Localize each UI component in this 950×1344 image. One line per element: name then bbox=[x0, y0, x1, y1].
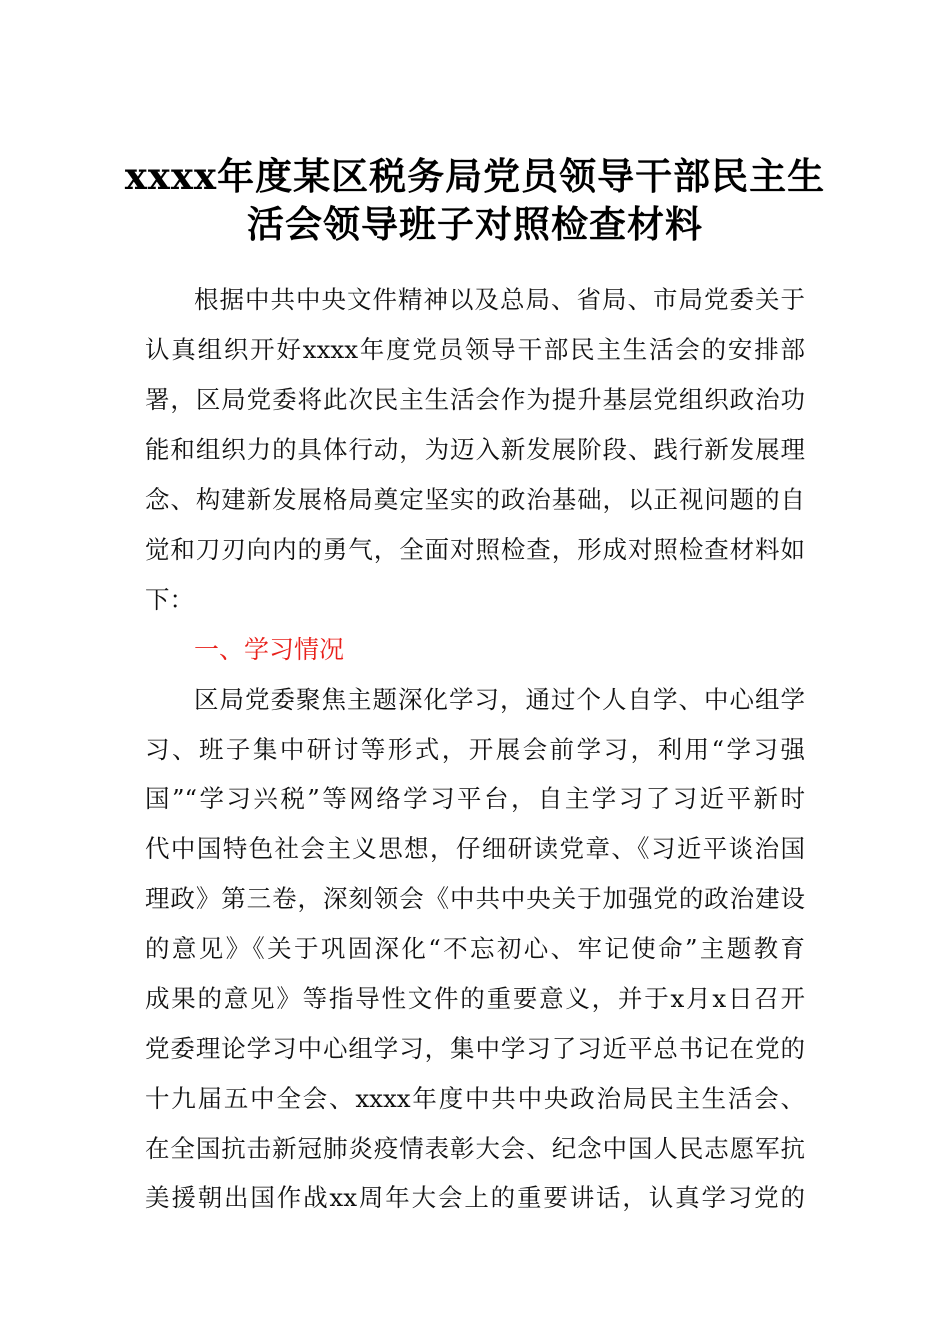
paragraph-line: 署，区局党委将此次民主生活会作为提升基层党组织政治功 bbox=[145, 385, 805, 414]
paragraph-line: 能和组织力的具体行动，为迈入新发展阶段、践行新发展理 bbox=[145, 435, 805, 464]
section-heading: 一、学习情况 bbox=[194, 635, 345, 664]
paragraph-line: 念、构建新发展格局奠定坚实的政治基础，以正视问题的自 bbox=[145, 485, 805, 514]
paragraph-line: 根据中共中央文件精神以及总局、省局、市局党委关于 bbox=[194, 285, 805, 314]
paragraph-line: 下： bbox=[145, 585, 194, 614]
paragraph-line: 十九届五中全会、xxxx年度中共中央政治局民主生活会、 bbox=[145, 1084, 805, 1113]
paragraph-line: 党委理论学习中心组学习，集中学习了习近平总书记在党的 bbox=[145, 1034, 805, 1063]
paragraph-line: 代中国特色社会主义思想，仔细研读党章、《习近平谈治国 bbox=[145, 834, 805, 863]
paragraph-line: 认真组织开好xxxx年度党员领导干部民主生活会的安排部 bbox=[145, 335, 805, 364]
paragraph-line: 习、班子集中研讨等形式，开展会前学习，利用“学习强 bbox=[145, 735, 805, 764]
paragraph-line: 觉和刀刃向内的勇气，全面对照检查，形成对照检查材料如 bbox=[145, 535, 805, 564]
document-title-line-2: 活会领导班子对照检查材料 bbox=[247, 202, 703, 246]
paragraph-line: 在全国抗击新冠肺炎疫情表彰大会、纪念中国人民志愿军抗 bbox=[145, 1134, 805, 1163]
paragraph-line: 美援朝出国作战xx周年大会上的重要讲话，认真学习党的 bbox=[145, 1183, 805, 1212]
paragraph-line: 成果的意见》等指导性文件的重要意义，并于x月x日召开 bbox=[145, 984, 805, 1013]
paragraph-line: 理政》第三卷，深刻领会《中共中央关于加强党的政治建设 bbox=[145, 884, 805, 913]
paragraph-line: 国”“学习兴税”等网络学习平台，自主学习了习近平新时 bbox=[145, 784, 805, 813]
document-title-line-1: xxxx年度某区税务局党员领导干部民主生 bbox=[124, 154, 826, 198]
paragraph-line: 区局党委聚焦主题深化学习，通过个人自学、中心组学 bbox=[194, 685, 805, 714]
paragraph-line: 的意见》《关于巩固深化“不忘初心、牢记使命”主题教育 bbox=[145, 934, 805, 963]
